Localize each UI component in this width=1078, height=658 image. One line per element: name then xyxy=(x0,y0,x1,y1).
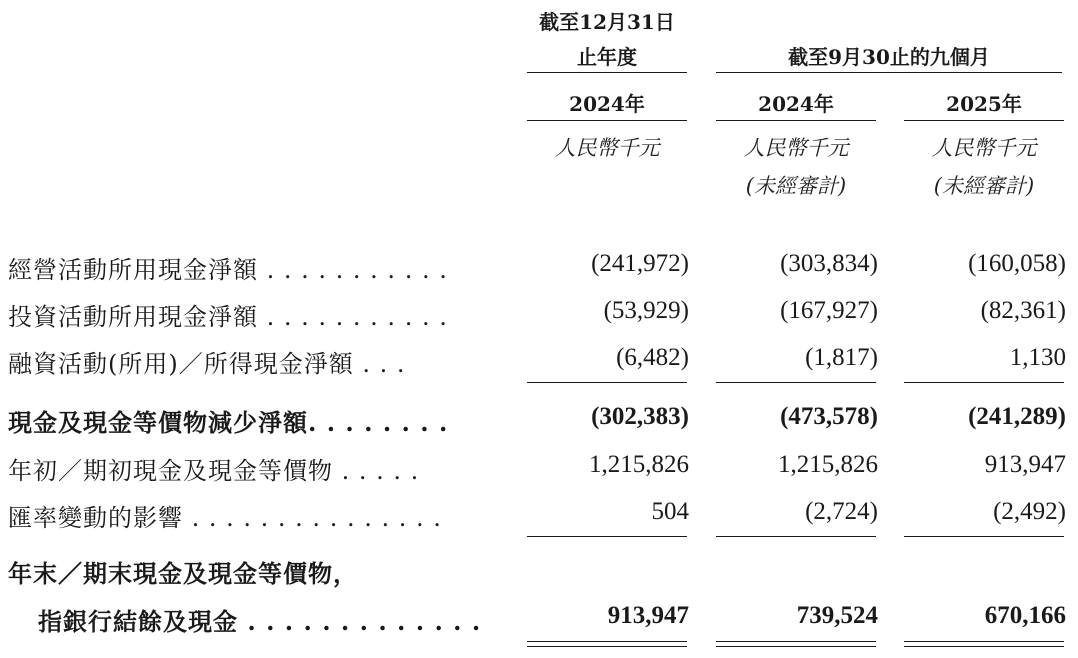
total-double-rule-top-col2 xyxy=(716,641,876,642)
row-closing-cash-2024-year: 913,947 xyxy=(607,602,689,629)
row-label-opening-cash: 年初／期初現金及現金等價物 . . . . . xyxy=(8,457,420,485)
total-double-rule-top-col1 xyxy=(527,641,687,642)
row-label-bank-balances: 指銀行結餘及現金 . . . . . . . . . . . . . xyxy=(38,607,482,636)
total-double-rule-bottom-col1 xyxy=(527,646,687,647)
row-opening-cash-2025-9m: 913,947 xyxy=(984,451,1066,478)
unaudited-note-col3: (未經審計) xyxy=(933,174,1035,198)
row-investing-2024-year: (53,929) xyxy=(603,297,689,324)
year-header-col1: 2024年 xyxy=(569,92,645,116)
row-net-decrease-2025-9m: (241,289) xyxy=(968,403,1066,430)
row-operating-2024-9m: (303,834) xyxy=(780,250,878,277)
row-label-closing-cash: 年末／期末現金及現金等價物， xyxy=(8,559,358,588)
subtotal-rule-col3 xyxy=(904,382,1064,383)
unaudited-note-col2: (未經審計) xyxy=(745,174,847,198)
header-rule-nine-month xyxy=(716,72,1062,73)
row-financing-2024-9m: (1,817) xyxy=(805,344,878,371)
row-investing-2024-9m: (167,927) xyxy=(780,297,878,324)
col1-header-line2: 止年度 xyxy=(577,45,637,69)
year-rule-col1 xyxy=(527,120,687,121)
year-rule-col2 xyxy=(716,120,876,121)
unit-col3: 人民幣千元 xyxy=(931,136,1037,160)
unit-col2: 人民幣千元 xyxy=(743,136,849,160)
row-label-net-decrease: 現金及現金等價物減少淨額. . . . . . . . xyxy=(8,408,449,437)
pre-total-rule-col2 xyxy=(716,536,876,537)
total-double-rule-top-col3 xyxy=(904,641,1064,642)
year-header-col2: 2024年 xyxy=(758,92,834,116)
unit-col1: 人民幣千元 xyxy=(554,136,660,160)
row-closing-cash-2025-9m: 670,166 xyxy=(984,602,1066,629)
row-operating-2024-year: (241,972) xyxy=(591,250,689,277)
row-opening-cash-2024-year: 1,215,826 xyxy=(589,451,689,478)
row-closing-cash-2024-9m: 739,524 xyxy=(796,602,878,629)
header-rule-col1 xyxy=(527,72,687,73)
row-financing-2025-9m: 1,130 xyxy=(1009,344,1066,371)
row-label-operating: 經營活動所用現金淨額 . . . . . . . . . . . xyxy=(8,256,448,284)
nine-month-header: 截至9月30止的九個月 xyxy=(788,45,990,69)
row-label-investing: 投資活動所用現金淨額 . . . . . . . . . . . xyxy=(8,303,448,331)
row-net-decrease-2024-year: (302,383) xyxy=(591,403,689,430)
pre-total-rule-col3 xyxy=(904,536,1064,537)
pre-total-rule-col1 xyxy=(527,536,687,537)
total-double-rule-bottom-col2 xyxy=(716,646,876,647)
row-label-financing: 融資活動(所用)／所得現金淨額 . . . xyxy=(8,350,406,378)
row-financing-2024-year: (6,482) xyxy=(616,344,689,371)
row-fx-effect-2024-9m: (2,724) xyxy=(805,498,878,525)
year-rule-col3 xyxy=(904,120,1064,121)
row-operating-2025-9m: (160,058) xyxy=(968,250,1066,277)
col1-header-line1: 截至12月31日 xyxy=(539,10,675,34)
row-fx-effect-2025-9m: (2,492) xyxy=(993,498,1066,525)
row-net-decrease-2024-9m: (473,578) xyxy=(780,403,878,430)
subtotal-rule-col2 xyxy=(716,382,876,383)
row-investing-2025-9m: (82,361) xyxy=(980,297,1066,324)
year-header-col3: 2025年 xyxy=(946,92,1022,116)
total-double-rule-bottom-col3 xyxy=(904,646,1064,647)
row-label-fx-effect: 匯率變動的影響 . . . . . . . . . . . . . . . xyxy=(8,504,442,532)
subtotal-rule-col1 xyxy=(527,382,687,383)
row-opening-cash-2024-9m: 1,215,826 xyxy=(778,451,878,478)
row-fx-effect-2024-year: 504 xyxy=(651,498,689,525)
